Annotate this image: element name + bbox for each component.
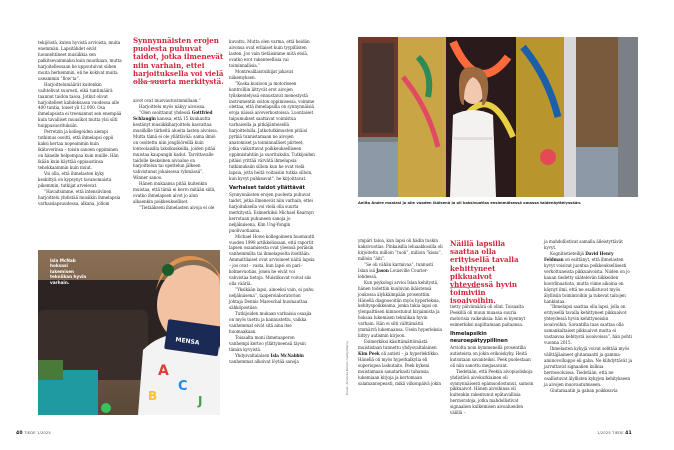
bold-name: Gottfried Schlaugin [133, 109, 213, 121]
bold-name: Jason [376, 267, 389, 273]
left-column-3 [229, 39, 315, 365]
svg-text:B: B [148, 389, 158, 403]
svg-text:J: J [198, 394, 203, 408]
photo-caption-isla: Isla McNab hoksasi lukemisen tekniikan hyvin varhain. [50, 258, 87, 285]
body-paragraph: Hänen mukaansa pitää kuitenkin muistaa, että tämä ei kerro mitään siitä, ovatko ihmelapsen aivot jo alun alkaenkin poikkeukselliset. [133, 181, 216, 205]
svg-text:A: A [158, 363, 169, 379]
body-paragraph: Glutamaatin ja gaban poikkeavia [550, 387, 618, 393]
body-paragraph: Voi olla, että ihmelasten kyky keskittyä on kypsynyt tavanomaista pikemmin, tutkijat arvelevat. [38, 170, 112, 188]
page-number-right: 41 [625, 431, 632, 436]
mensa-card-text: MENSA [175, 336, 200, 347]
body-paragraph: ympäri taloa, kun lapsi oli hädin tuskin kaksivuotias. Pinkaisilla leluaakkosilla oli kirjoitettu milloin ”tuoli”, milloin ”kissa”, milloin ”äiti”. [358, 238, 443, 261]
right-page [337, 0, 674, 450]
magazine-issue-right: 1/2025 TIEDE [597, 431, 624, 435]
body-paragraph: Harjoittelumäärät kuitenkin vaihtelivat suuresti, eikä tuntimäärä taannut taidon tasoa. Jotkut olivat harjoitelleet kahdeksassa vuodessa alle 400 tuntia, toiset yli 12 000. Osa ihmelapsista ei treenannut sen enempää kuin tavalliset muusikot mutta ylsi silti huippusuorituksiin. [38, 81, 122, 129]
body-paragraph: ”Koska kuuloon ja motoriseen kontrolliin liittyvät erot aivojen tyilskentelyssä ennustavat menestystä instrumentin soiton oppimisessa, voimme olettaa, että ihmelapsilla on synnynnäisiä eroja näissä aivoverkostoissa. Luontaiset taipumukset saattavat voimistua varhaisella ja pitkäjänteisellä harjoittelulla. Jatkotutkimusten pitäisi pyrkiä tunnistamaan ne aivojen anatomiset ja toiminnalliset piirteet, jotka vaikuttavat poikkeukselliseen oppimistahtiin ja suorituksiin. Tutkijoiden pitäisi yrittää värvätä ihmelapsia tutkimuksiin silloin kun he ovat vielä lapsia, jotta heitä voitaisiin tutkia silloin, kun kyvyt puhkeavat”, he kirjoittavat. [229, 80, 315, 181]
body-paragraph: ”Se oli vähän karmivaa”, tunnusti Islan isä Jason Louisville Courier-lehdessä. [358, 261, 434, 279]
body-paragraph: ”Yksikään lapsi, ainoeksi vain, ei puhu neljäkuisena”, taaperolaboratorion johtaja Dennis Mareschal huomauttaa sähköpostiise. [229, 287, 314, 310]
folio-right [597, 431, 632, 436]
body-paragraph: Yhdysvaltalaisen Isla McNabbin vanhemmat alkoivat löytää sanoja [229, 352, 304, 364]
bold-name: Kim Peek [358, 351, 380, 357]
body-paragraph: ja mahdollistivat samalla älleistyttävät kyvyt. [544, 239, 623, 250]
body-paragraph: Synnynnäisten erojen puolesta puhuvat taidot, jotka ilmenevät niin varhain, ettei harjoituksella voi vielä olla suurta merkitystä. Esimerkiksi Michael Kearnyn kerrotaan puhuneen sanoja jo neljäkuisena, Kim Ung-Yongin puolivuotiaana. [229, 191, 314, 233]
magazine-issue-left: TIEDE 1/2025 [24, 431, 51, 435]
painter-photo-illustration [358, 37, 638, 197]
body-paragraph: Perretzin ja kollegoiden aiempi tutkimus osoitti, että ihmelapsi oppii kaksi kertaa nopeammin kuin ikätoverinsa – toisin sanoen oppiminen on hänelle helpompaa kuin muille. Hän ikään kuin käyttää oppiaustinsa tehokkaammin kuin muut. [38, 129, 119, 171]
body-paragraph: kuvattu. Mutta olen varma, että heidän aivonsa ovat erilaiset kuin tyypillisten lasten. Jos vain tietäisimme mitä etsiä, ovatko erot rakenteellisia vai toiminnallisia.” [229, 39, 310, 68]
svg-text:C: C [178, 379, 188, 394]
body-paragraph: Michael Howe kollegoineen huomautti vuoden 1998 artikkelissaan, että raportit lapsen osaamisesta ovat yleensä peräisin vanhemmilta tai ihmelapselta itseltään. Ammattilaiset ovat arvioineet näitä lapsia – jos ovat – vasta, kun lapsi on pari–kolmevuotias, jonen he eivät voi vahvistaa tietoja. Muistikuvat voivat siis olla vääriä. [229, 233, 315, 287]
body-paragraph: ”Olen osoittanut yhdessä Gottfried Schlaugin kanssa, että 15 kuukautta kestänyt musiikkiharjoittelu kasvattaa musiikille tärkeitä alueita lasten aivoissa. Mutta tämä ei ole yllättävää: sama ilmiö on osoitettu niin jonglööreillä kuin lontoolaisilla taksikuskeilla, joiden pitää muistaa kaupungin kadut. Tarvittavalle taidolle keskeinen aivoalue on harjoittelun tai opettelun jälkeen vahvistunut jokaisessa ryhmässä”, Winner sanoo. [133, 109, 218, 181]
body-paragraph: Toisaalta moni ihmetaaperon vanhempi kertoo yllättyneensä täysin tämän kyvyistä. [229, 334, 306, 352]
bold-name: Isla McNabbin [270, 352, 304, 358]
body-paragraph: Arviolta noin kymmenellä prosentilla autisteista on jokin erikoiskyky. Heitä kutsutaan savanteiksi. Peek puolestaan oli niin sanottu megasavant. [450, 344, 531, 368]
pull-quote-rule-right [450, 287, 480, 288]
left-column-1 [38, 40, 122, 207]
left-column-2 [133, 98, 219, 211]
body-paragraph: Harjoittelu myös näkyy aivoissa. [139, 103, 206, 109]
section-subheading: Varhaiset taidot yllättävät [229, 184, 305, 191]
body-paragraph: tekijöistä, kuten hyvistä arvioista, muita enemmän. Lapsitähdet eivät luonnehtineet musiikkia sen palkitsevammaksi kuin muutkaan, mutta harjoitellessaan he uppoutuivat siihen muita herkemmin, eli he kokivat muita useammin ”flow’ta”. [38, 40, 122, 81]
body-paragraph: aivot ovat muovautuvimmillaan.” [133, 98, 201, 103]
photo-credit: Kuvat: Amanda Mclain, Getty/Alamy [345, 340, 349, 395]
child-mensa-photo [38, 250, 220, 415]
body-paragraph: ”Havaitsimme, että intensiivinen harjoittelu yhdistää musiikin ihmelapsia varhaislapsuudessa, alkana, jolloin [38, 188, 121, 206]
aelita-andre-photo [358, 37, 638, 197]
pull-quote-left: Synnynnäisten erojen puolesta puhuvat taidot, jotka ilmenevät niin varhain, ettei harjoituksella voi vielä olla suurta merkitystä. [133, 36, 224, 87]
body-paragraph: ”Ihmelapsi saattaa olla lapsi, jolla on erityisellä tavalla kehittyneet pikkuaivot yhteydessä hyvin kehittyneisiin isoaivoihin. Savantilla taas saattaa olla samankaltaiset pikkuaivot mutta ei vastaavaa kehitystä isoaivoissa”, hän pohti vuonna 2015. [544, 304, 632, 346]
right-column-1 [358, 238, 443, 387]
pull-quote-rule [133, 81, 165, 82]
photo-caption-aelita: Aelita Andre maalasi jo alle vuoden ikäisenä ja oli kaksivuotias ensimmäisessä omassa taidenäyttelyssään. [358, 201, 582, 205]
section-subheading: Ihmelapsikin neuroepätyypillinen [450, 330, 508, 344]
body-paragraph: Kun psykologi arvioi Islan kehitystä, hänen todettiin kuuluvan ikäistensä joukossa älykkäimpään prosenttiin. Hänellä diagnosoitiin myös hyperleksia, kehityspoikkeama, jonka takia lapsi on ylenpalttisen kiinnostunut kirjaimista ja hoksaa lukemisen tekniikan hyvin varhain. Hän ei silti välttämättä ymmärrä lukemaansa. Usein hyperleksia liittyy autismin kirjoon. [358, 279, 442, 339]
right-column-2 [450, 304, 535, 416]
body-paragraph: Montrealilaistutkijat jakavat näkemyksen. [229, 68, 294, 80]
folio-left [16, 431, 51, 436]
body-paragraph: Tiedetään, että Peekin aivopuoliskoja yhdistävä aivokurkiainen oli synnynnäisesti epämuodostunut, samoin pikkuaivot. Hänen aivoihinsa oli kuitenkin rakentunut epätavallisia hermoratoja, jotka mahdollistivat signaalien kulkemisen aivoalueiden välillä – [450, 368, 534, 416]
page-number-left: 40 [16, 431, 23, 436]
body-paragraph: ”Tietääkseni ihmelasten aivoja ei ole [139, 205, 215, 211]
body-paragraph: tietty päivämäärä oli ollut. Toisaalta Peekillä oli muun muassa suuria motorisia vaikeuksia: hän ei kyennyt esimerkiksi napittamaan paitaansa. [450, 304, 526, 327]
pull-quote-right: Näillä lapsilla saattaa olla erityisellä tavalla kehittyneet pikkuaivot yhteydessä hyvin toimiviin isoaivoihin. [450, 239, 519, 306]
body-paragraph: Tutkijoiden mukaan varhaisia osaajia on myös tuettu ja kannustettu, vaikka vanhemmat eivät sitä aina itse huomaakaan. [229, 310, 312, 334]
body-paragraph: Kognitiotieteilijä David Henry Feldman on esittänyt, että ihmelasten kyvyt voisivat juontua poikkeuksellisesti verkottuneista pikkuaivoista. Niiden on jo kauan tiedetty säätelevän liikkeiden koordinaatiota, mutta viime aikoina on käynyt ilmi, että ne osallistuvat myös älyllisiin toimintoihin ja tukevat taitojen hankintaa. [544, 250, 630, 304]
body-paragraph: Esimerkiksi käsittämättömästä muististaan tunnettu yhdysvaltalainen Kim Peek oli autisti – ja hyperlektikko. Hänellä oli myös hyperkalkylia eli superiopea laskutaito. Peek kykeni muistamaan sanatarkasti tuhansia lukemiaan kirjoja ja kertomaan salamannopeasti, mikä viikonpäivä jokin [358, 339, 442, 386]
bold-name: David Henry Feldman [544, 250, 614, 262]
right-column-3 [544, 239, 632, 394]
body-paragraph: Ihmelasten kykyjä voivat selittää myös välittäjäaineet glutamaatti ja gamma-aminovoihappo eli gaba. Ne kiihdyttävät ja jarruttavat signaalien kulkua hermosoluissa. Tiedetään, että ne osallistuvat älyllisten kykyjen kehitykseen ja aivojen muovautumiseen. [544, 346, 633, 387]
